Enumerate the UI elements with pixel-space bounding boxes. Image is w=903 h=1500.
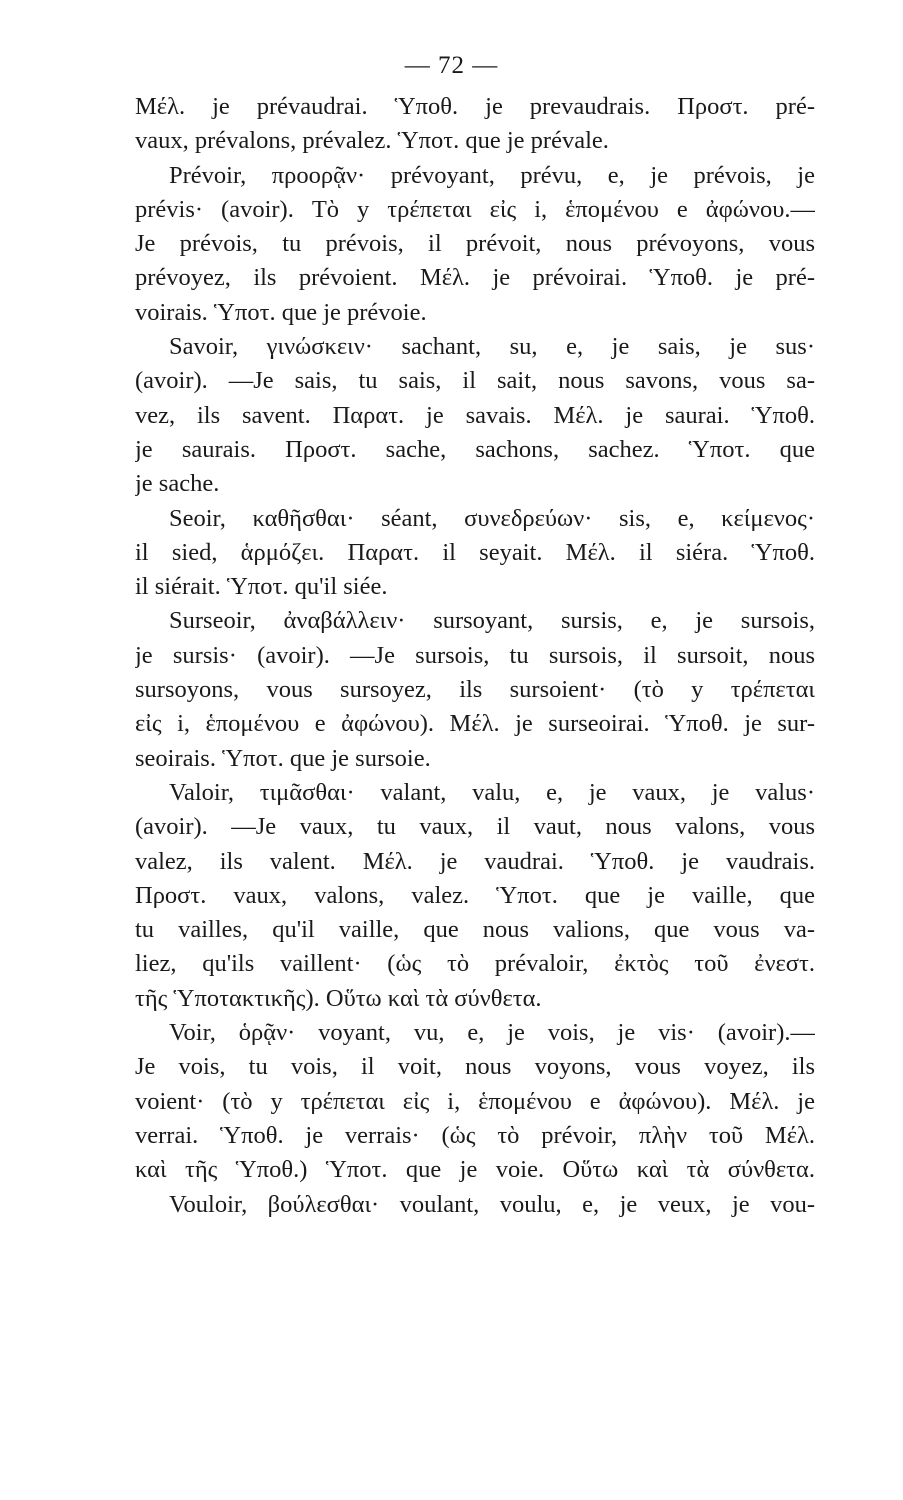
- text-line: valez, ils valent. Μέλ. je vaudrai. Ὑποθ. je vaudrais.: [135, 847, 815, 875]
- text-line: seoirais. Ὑποτ. que je sursoie.: [135, 744, 431, 772]
- text-line: καὶ τῆς Ὑποθ.) Ὑποτ. que je voie. Οὕτω καὶ τὰ σύνθετα.: [135, 1156, 815, 1184]
- text-line: je sursis· (avoir). —Je sursois, tu sursois, il sursoit, nous: [135, 641, 815, 669]
- text-line: sursoyons, vous sursoyez, ils sursoient· (τὸ y τρέπεται: [135, 676, 815, 704]
- text-line: (avoir). —Je sais, tu sais, il sait, nous savons, vous sa-: [135, 367, 815, 395]
- text-line: je saurais. Προστ. sache, sachons, sachez. Ὑποτ. que: [135, 435, 815, 463]
- text-line: tu vailles, qu'il vaille, que nous valions, que vous va-: [135, 916, 815, 944]
- text-line: τῆς Ὑποτακτικῆς). Οὕτω καὶ τὰ σύνθετα.: [135, 984, 542, 1012]
- text-line: vaux, prévalons, prévalez. Ὑποτ. que je prévale.: [135, 127, 609, 155]
- text-line: Je vois, tu vois, il voit, nous voyons, vous voyez, ils: [135, 1053, 815, 1081]
- text-line: Valoir, τιμᾶσθαι· valant, valu, e, je vaux, je valus·: [169, 778, 815, 806]
- text-line: Surseoir, ἀναβάλλειν· sursoyant, sursis, e, je sursois,: [169, 607, 815, 635]
- text-line: vez, ils savent. Παρατ. je savais. Μέλ. je saurai. Ὑποθ.: [135, 401, 815, 429]
- text-line: Je prévois, tu prévois, il prévoit, nous prévoyons, vous: [135, 230, 815, 258]
- text-line: liez, qu'ils vaillent· (ὡς τὸ prévaloir, ἐκτὸς τοῦ ἐνεστ.: [135, 950, 815, 978]
- text-line: prévoyez, ils prévoient. Μέλ. je prévoirai. Ὑποθ. je pré-: [135, 264, 815, 292]
- text-line: il sied, ἁρμόζει. Παρατ. il seyait. Μέλ. il siéra. Ὑποθ.: [135, 538, 815, 566]
- text-line: Savoir, γινώσκειν· sachant, su, e, je sais, je sus·: [169, 333, 815, 361]
- text-line: Voir, ὁρᾷν· voyant, vu, e, je vois, je vis· (avoir).—: [169, 1019, 815, 1047]
- text-line: voient· (τὸ y τρέπεται εἰς i, ἑπομένου e ἀφώνου). Μέλ. je: [135, 1087, 815, 1115]
- text-line: il siérait. Ὑποτ. qu'il siée.: [135, 573, 388, 601]
- text-line: Prévoir, προορᾷν· prévoyant, prévu, e, je prévois, je: [169, 161, 815, 189]
- text-body: [135, 90, 815, 1222]
- text-line: εἰς i, ἑπομένου e ἀφώνου). Μέλ. je surseoirai. Ὑποθ. je sur-: [135, 710, 815, 738]
- text-line: Προστ. vaux, valons, valez. Ὑποτ. que je vaille, que: [135, 881, 815, 909]
- text-line: Μέλ. je prévaudrai. Ὑποθ. je prevaudrais. Προστ. pré-: [135, 93, 815, 120]
- text-line: prévis· (avoir). Τὸ y τρέπεται εἰς i, ἑπομένου e ἀφώνου.—: [135, 195, 815, 223]
- text-line: Seoir, καθῆσθαι· séant, συνεδρεύων· sis, e, κείμενος·: [169, 504, 815, 532]
- text-line: voirais. Ὑποτ. que je prévoie.: [135, 298, 427, 326]
- page-number: — 72 —: [404, 52, 499, 79]
- text-line: je sache.: [135, 470, 220, 498]
- text-line: Vouloir, βούλεσθαι· voulant, voulu, e, je veux, je vou-: [169, 1190, 815, 1218]
- text-line: (avoir). —Je vaux, tu vaux, il vaut, nous valons, vous: [135, 813, 815, 841]
- text-line: verrai. Ὑποθ. je verrais· (ὡς τὸ prévoir, πλὴν τοῦ Μέλ.: [135, 1121, 815, 1149]
